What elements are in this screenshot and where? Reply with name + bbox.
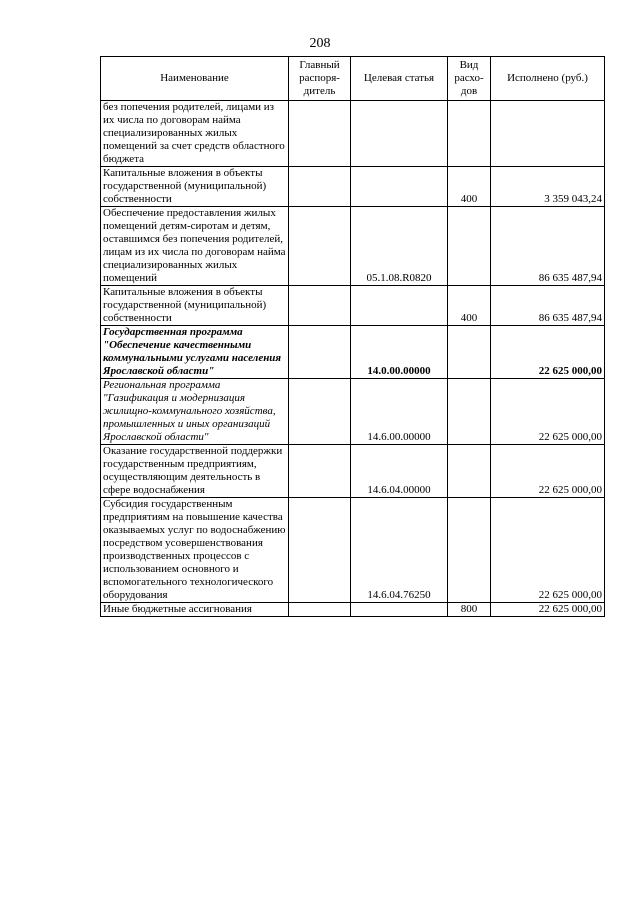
header-target: Целевая статья [351, 57, 448, 101]
row-kind [448, 101, 491, 167]
row-name: Обеспечение предоставления жилых помещений детям-сиротам и детям, оставшимся без попечения родителей, лицам из их числа по договорам найма специализированных жилых помещений [101, 207, 289, 286]
row-code [351, 101, 448, 167]
row-kind [448, 498, 491, 603]
row-name: без попечения родителей, лицами из их числа по договорам найма специализированных жилых помещений за счет средств областного бюджета [101, 101, 289, 167]
row-code [351, 603, 448, 617]
row-code: 14.6.00.00000 [351, 379, 448, 445]
row-kind: 400 [448, 286, 491, 326]
row-code: 14.0.00.00000 [351, 326, 448, 379]
row-name: Государственная программа "Обеспечение качественными коммунальными услугами населения Ярославской области" [101, 326, 289, 379]
row-ministry [289, 379, 351, 445]
row-amount: 22 625 000,00 [491, 603, 605, 617]
row-ministry [289, 498, 351, 603]
row-kind [448, 326, 491, 379]
row-kind [448, 379, 491, 445]
row-code [351, 286, 448, 326]
row-ministry [289, 101, 351, 167]
row-code: 14.6.04.00000 [351, 445, 448, 498]
table-row [101, 498, 605, 603]
row-ministry [289, 286, 351, 326]
row-name: Иные бюджетные ассигнования [101, 603, 289, 617]
row-kind [448, 207, 491, 286]
row-amount: 22 625 000,00 [491, 445, 605, 498]
table-row [101, 167, 605, 207]
table-row [101, 379, 605, 445]
page-number: 208 [309, 36, 331, 51]
row-name: Региональная программа "Газификация и модернизация жилищно-коммунального хозяйства, промышленных и иных организаций Ярославской области" [101, 379, 289, 445]
header-kind: Вид расхо-дов [448, 57, 491, 101]
header-name: Наименование [101, 57, 289, 101]
row-name: Оказание государственной поддержки государственным предприятиям, осуществляющим деятельность в сфере водоснабжения [101, 445, 289, 498]
table-row [101, 603, 605, 617]
row-name: Капитальные вложения в объекты государственной (муниципальной) собственности [101, 286, 289, 326]
row-ministry [289, 167, 351, 207]
row-kind: 400 [448, 167, 491, 207]
row-kind: 800 [448, 603, 491, 617]
table-row [101, 207, 605, 286]
row-amount: 22 625 000,00 [491, 326, 605, 379]
table-row [101, 286, 605, 326]
row-code: 05.1.08.R0820 [351, 207, 448, 286]
row-ministry [289, 207, 351, 286]
row-ministry [289, 326, 351, 379]
row-name: Капитальные вложения в объекты государственной (муниципальной) собственности [101, 167, 289, 207]
row-code: 14.6.04.76250 [351, 498, 448, 603]
row-amount: 22 625 000,00 [491, 379, 605, 445]
row-amount: 22 625 000,00 [491, 498, 605, 603]
table-header-row [101, 57, 605, 101]
header-ministry: Главный распоря-дитель [289, 57, 351, 101]
table-row [101, 326, 605, 379]
table-row [101, 101, 605, 167]
row-amount: 3 359 043,24 [491, 167, 605, 207]
row-name: Субсидия государственным предприятиям на повышение качества оказываемых услуг по водоснабжению посредством усовершенствования производственных процессов с использованием основного и вспомогательного технологического оборудования [101, 498, 289, 603]
row-amount: 86 635 487,94 [491, 207, 605, 286]
row-code [351, 167, 448, 207]
row-amount [491, 101, 605, 167]
row-kind [448, 445, 491, 498]
budget-table [100, 56, 605, 617]
row-ministry [289, 603, 351, 617]
row-amount: 86 635 487,94 [491, 286, 605, 326]
table-row [101, 445, 605, 498]
row-ministry [289, 445, 351, 498]
header-amount: Исполнено (руб.) [491, 57, 605, 101]
